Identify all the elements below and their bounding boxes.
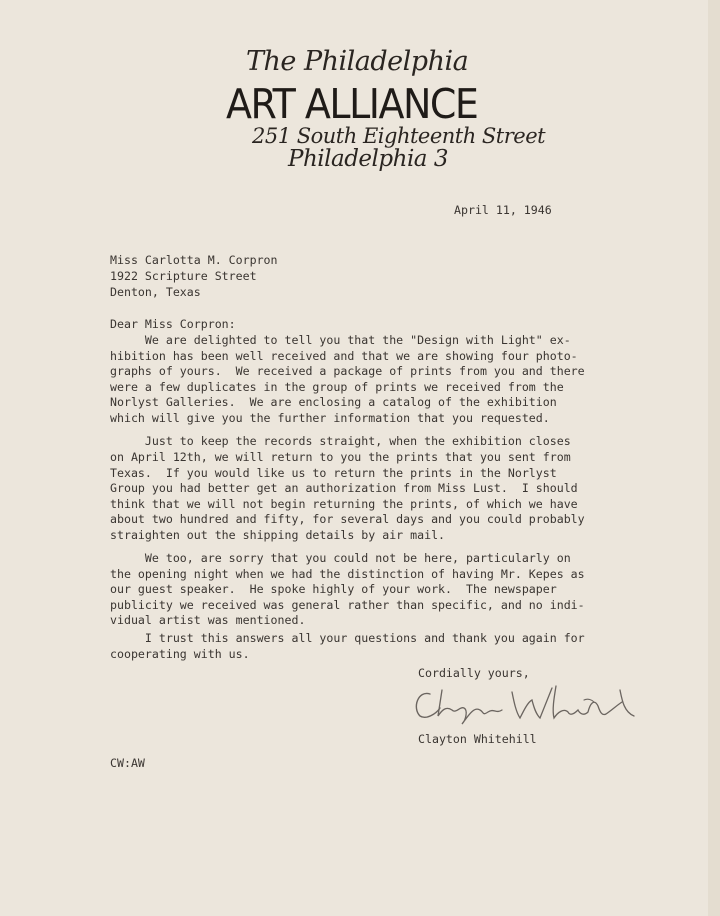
- letterhead: [200, 46, 546, 176]
- paragraph-1-line-1: We are delighted to tell you that the "Design with Light" ex-: [110, 333, 571, 347]
- handwritten-signature: [408, 680, 638, 726]
- paragraph-2-line-4: Group you had better get an authorization from Miss Lust. I should: [110, 481, 578, 495]
- paragraph-2-line-7: straighten out the shipping details by air mail.: [110, 528, 446, 542]
- letterhead-city: Philadelphia 3: [288, 146, 448, 172]
- closing: Cordially yours,: [418, 666, 530, 680]
- paragraph-2-line-3: Texas. If you would like us to return the prints in the Norlyst: [110, 466, 557, 480]
- letterhead-address: 251 South Eighteenth Street: [252, 124, 546, 148]
- paper-edge: [708, 0, 720, 916]
- letter-date: April 11, 1946: [454, 203, 552, 217]
- recipient-name: Miss Carlotta M. Corpron: [110, 253, 278, 267]
- paragraph-2-line-6: about two hundred and fifty, for several days and you could probably: [110, 512, 585, 526]
- paragraph-4-line-2: cooperating with us.: [110, 647, 250, 661]
- letterhead-title: ART ALLIANCE: [226, 80, 478, 128]
- typist-initials: CW:AW: [110, 756, 145, 770]
- paragraph-3-line-4: publicity we received was general rather than specific, and no indi-: [110, 598, 585, 612]
- paragraph-4-line-1: I trust this answers all your questions and thank you again for: [110, 631, 585, 645]
- paragraph-2-line-1: Just to keep the records straight, when the exhibition closes: [110, 434, 571, 448]
- paragraph-3-line-2: the opening night when we had the distinction of having Mr. Kepes as: [110, 567, 585, 581]
- recipient-street: 1922 Scripture Street: [110, 269, 257, 283]
- paragraph-1-line-5: Norlyst Galleries. We are enclosing a catalog of the exhibition: [110, 395, 557, 409]
- paragraph-1-line-4: were a few duplicates in the group of prints we received from the: [110, 380, 564, 394]
- paragraph-1-line-6: which will give you the further information that you requested.: [110, 411, 550, 425]
- paragraph-3-line-1: We too, are sorry that you could not be here, particularly on: [110, 551, 571, 565]
- signer-name: Clayton Whitehill: [418, 732, 537, 746]
- paragraph-3-line-5: vidual artist was mentioned.: [110, 613, 306, 627]
- paragraph-1-line-2: hibition has been well received and that we are showing four photo-: [110, 349, 578, 363]
- recipient-city: Denton, Texas: [110, 285, 201, 299]
- paragraph-3-line-3: our guest speaker. He spoke highly of your work. The newspaper: [110, 582, 557, 596]
- salutation: Dear Miss Corpron:: [110, 317, 236, 331]
- paragraph-2-line-5: think that we will not begin returning the prints, of which we have: [110, 497, 578, 511]
- paragraph-1-line-3: graphs of yours. We received a package of prints from you and there: [110, 364, 585, 378]
- paragraph-2-line-2: on April 12th, we will return to you the prints that you sent from: [110, 450, 571, 464]
- letterhead-line-1: The Philadelphia: [246, 46, 469, 77]
